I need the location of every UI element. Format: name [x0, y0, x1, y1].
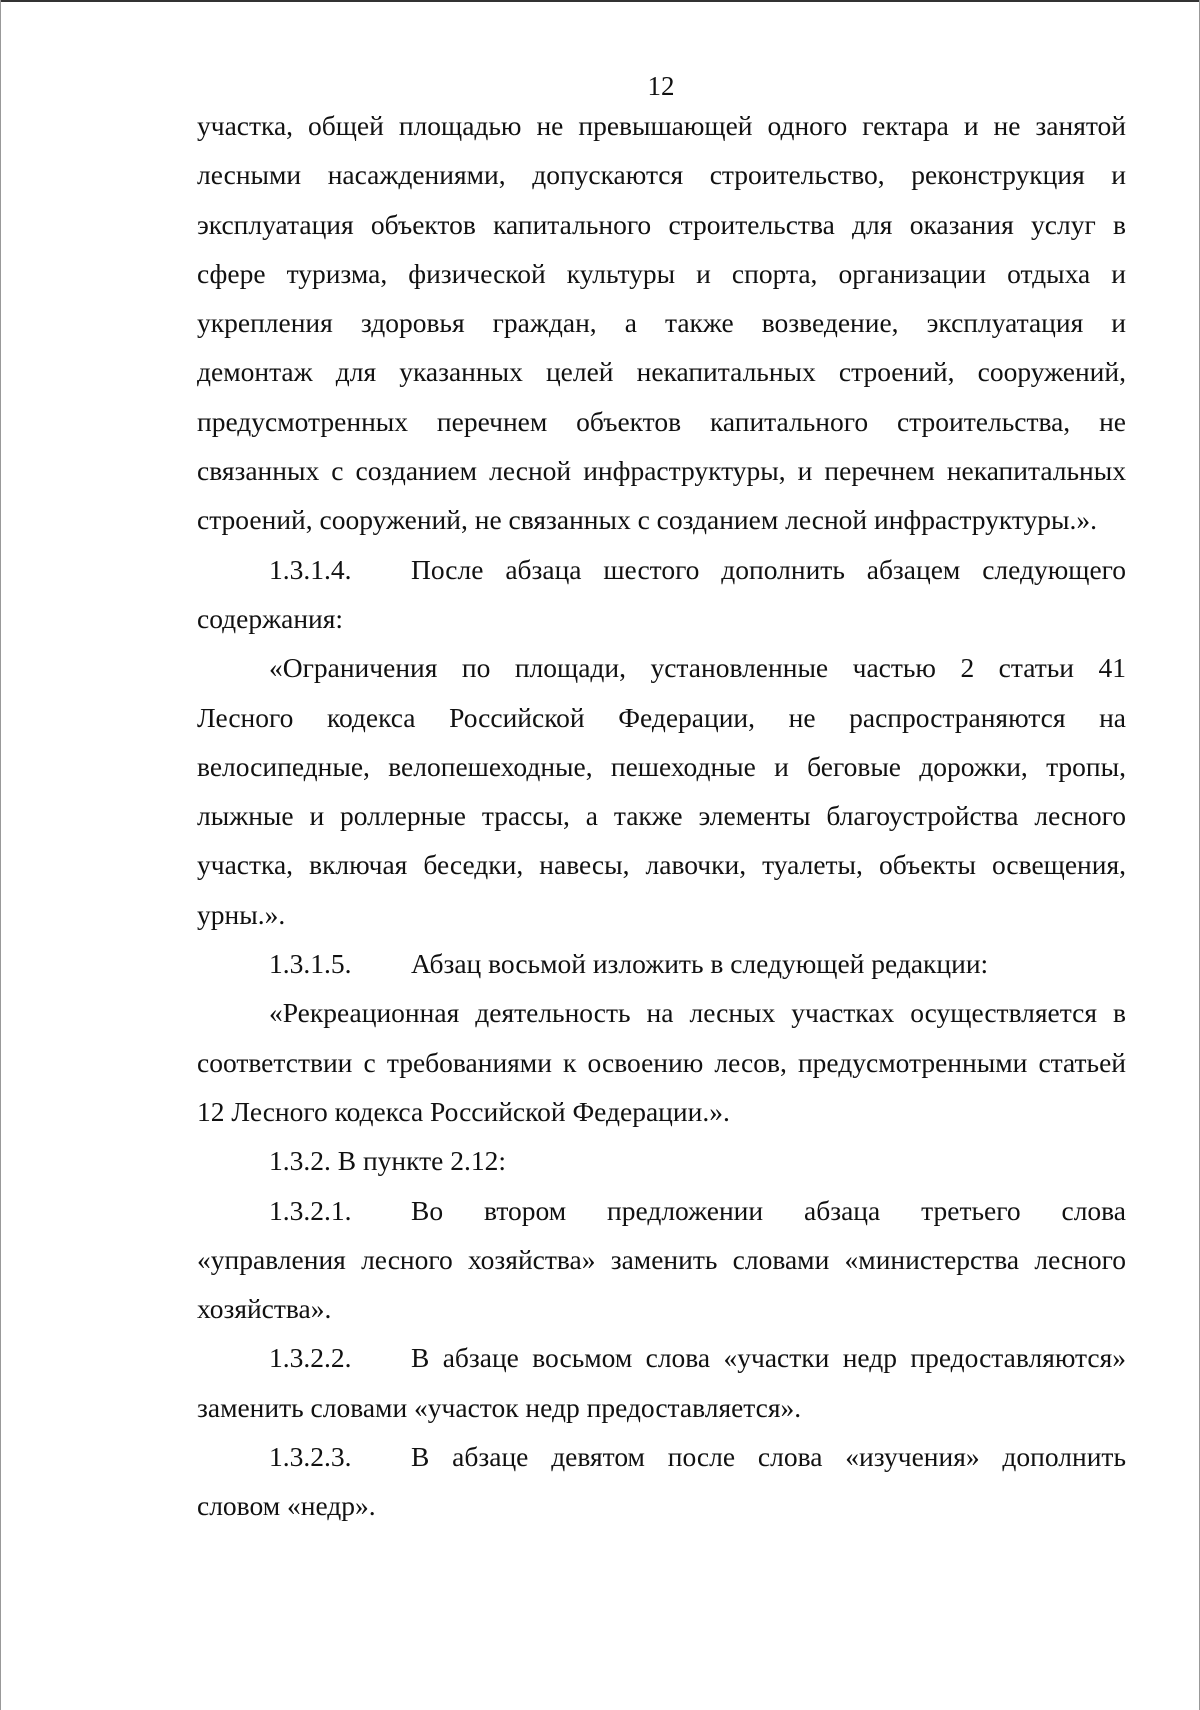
text-line: «Рекреационная деятельность на лесных участках осуществляется в	[269, 997, 1126, 1029]
text-line: строений, сооружений, не связанных с созданием лесной инфраструктуры.».	[197, 504, 1098, 536]
paragraph-item-1-3-2-2	[197, 1333, 1126, 1432]
text-line: лыжные и роллерные трассы, а также элементы благоустройства лесного	[197, 800, 1126, 832]
item-text: Абзац восьмой изложить в следующей редакции:	[411, 948, 989, 980]
text-line	[197, 939, 1126, 988]
text-line: сфере туризма, физической культуры и спорта, организации отдыха и	[197, 257, 1126, 289]
item-number: 1.3.2.1.	[269, 1194, 352, 1226]
text-line: укрепления здоровья граждан, а также возведение, эксплуатация и	[197, 307, 1126, 339]
text-line: словом «недр».	[197, 1490, 376, 1522]
text-line: эксплуатация объектов капитального строительства для оказания услуг в	[197, 208, 1126, 240]
text-line: лесными насаждениями, допускаются строительство, реконструкция и	[197, 159, 1126, 191]
text-line: содержания:	[197, 602, 344, 634]
text-line	[197, 545, 1126, 594]
text-line: предусмотренных перечнем объектов капитального строительства, не	[197, 405, 1126, 437]
text-line: Лесного кодекса Российской Федерации, не распространяются на	[197, 701, 1126, 733]
text-line: связанных с созданием лесной инфраструктуры, и перечнем некапитальных	[197, 455, 1126, 487]
text-line: 1.3.2. В пункте 2.12:	[269, 1145, 507, 1177]
paragraph-quote-recreation	[197, 988, 1126, 1136]
text-line: заменить словами «участок недр предоставляется».	[197, 1391, 802, 1423]
item-text: После абзаца шестого дополнить абзацем следующего	[411, 553, 1126, 585]
paragraph-item-1-3-2	[197, 1136, 1126, 1185]
text-line	[197, 1186, 1126, 1235]
text-line: соответствии с требованиями к освоению лесов, предусмотренными статьей	[197, 1046, 1126, 1078]
text-line: «управления лесного хозяйства» заменить словами «министерства лесного	[197, 1243, 1126, 1275]
text-line: велосипедные, велопешеходные, пешеходные и беговые дорожки, тропы,	[197, 750, 1126, 782]
text-line: 12 Лесного кодекса Российской Федерации.».	[197, 1095, 730, 1127]
text-line	[197, 1432, 1126, 1481]
scan-border-top	[0, 0, 1200, 2]
item-number: 1.3.1.4.	[269, 553, 352, 585]
item-number: 1.3.2.2.	[269, 1342, 352, 1374]
text-line	[197, 1333, 1126, 1382]
text-line: хозяйства».	[197, 1293, 332, 1325]
text-line: демонтаж для указанных целей некапитальных строений, сооружений,	[197, 356, 1126, 388]
item-text: Во втором предложении абзаца третьего слова	[411, 1194, 1126, 1226]
item-number: 1.3.2.3.	[269, 1441, 352, 1473]
paragraph-item-1-3-1-4	[197, 545, 1126, 644]
text-line: участка, включая беседки, навесы, лавочки, туалеты, объекты освещения,	[197, 849, 1126, 881]
paragraph-continuation	[197, 101, 1126, 545]
text-line: «Ограничения по площади, установленные частью 2 статьи 41	[269, 652, 1126, 684]
page-number: 12	[647, 71, 675, 101]
paragraph-quote-restrictions	[197, 643, 1126, 939]
text-line: урны.».	[197, 898, 286, 930]
paragraph-item-1-3-2-1	[197, 1186, 1126, 1334]
paragraph-item-1-3-1-5	[197, 939, 1126, 988]
item-text: В абзаце девятом после слова «изучения» дополнить	[411, 1441, 1126, 1473]
text-line: участка, общей площадью не превышающей одного гектара и не занятой	[197, 110, 1126, 141]
paragraph-item-1-3-2-3	[197, 1432, 1126, 1531]
document-body	[197, 101, 1126, 1531]
item-number: 1.3.1.5.	[269, 948, 352, 980]
item-text: В абзаце восьмом слова «участки недр предоставляются»	[411, 1342, 1126, 1374]
scan-border-left	[0, 0, 1, 1710]
